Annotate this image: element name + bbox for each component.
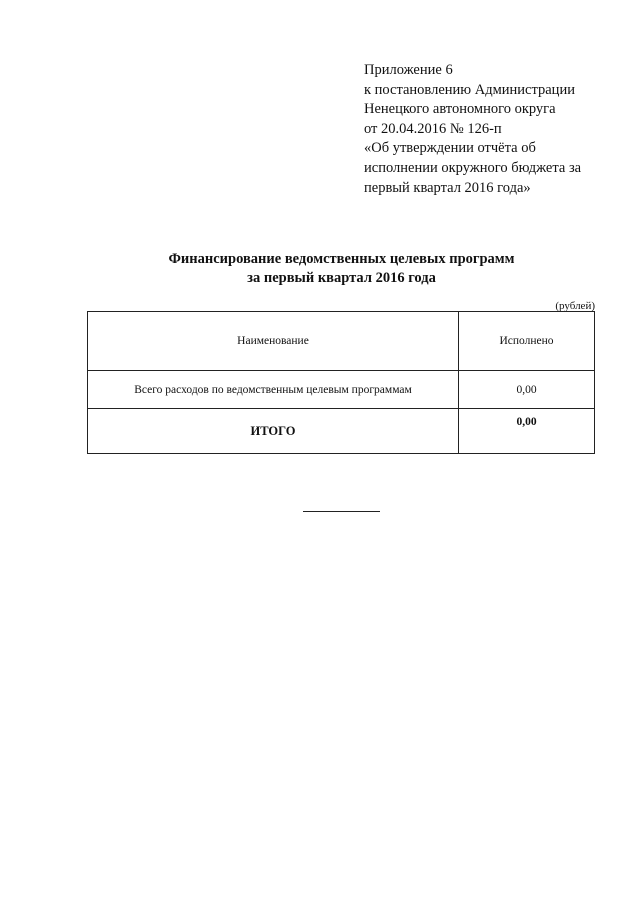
table-header-row (88, 312, 595, 371)
appendix-block (364, 61, 626, 198)
appendix-line: к постановлению Администрации (364, 81, 575, 98)
appendix-line: первый квартал 2016 года» (364, 179, 531, 196)
financing-table (87, 311, 595, 454)
document-title (0, 250, 640, 288)
table-total-row (88, 409, 595, 454)
appendix-line: Приложение 6 (364, 62, 453, 78)
end-divider (303, 511, 380, 512)
row-name-cell: Всего расходов по ведомственным целевым программам (88, 371, 459, 409)
header-name-cell: Наименование (88, 312, 459, 371)
total-value-cell: 0,00 (459, 409, 595, 454)
appendix-line: «Об утверждении отчёта об (364, 140, 536, 157)
document-title-line1: Финансирование ведомственных целевых программ (168, 251, 515, 267)
header-value-cell: Исполнено (459, 312, 595, 371)
appendix-line: от 20.04.2016 № 126-п (364, 120, 502, 137)
appendix-line: Ненецкого автономного округа (364, 101, 556, 118)
total-name-cell: ИТОГО (88, 409, 459, 454)
document-title-line2: за первый квартал 2016 года (247, 270, 436, 286)
appendix-line: исполнении окружного бюджета за (364, 159, 582, 176)
row-value-cell: 0,00 (459, 371, 595, 409)
units-label: (рублей) (555, 300, 595, 312)
table-row (88, 371, 595, 409)
